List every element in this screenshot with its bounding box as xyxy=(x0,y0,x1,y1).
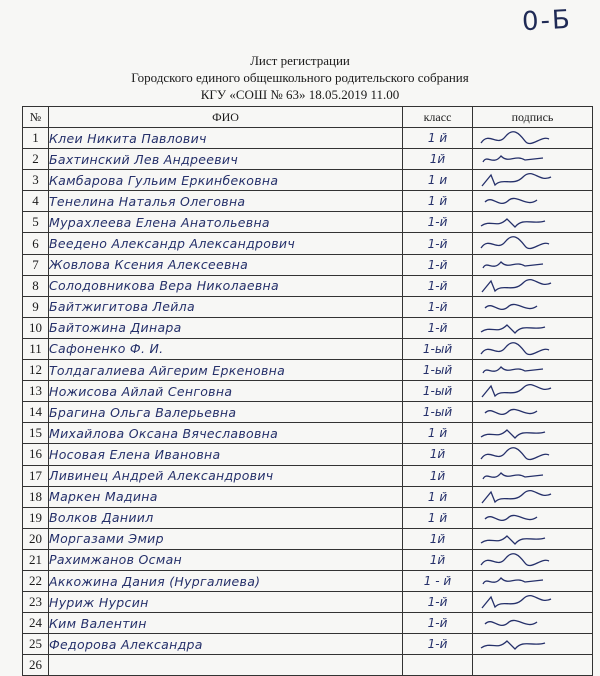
class-cell: 1-й xyxy=(403,254,473,275)
table-row xyxy=(23,254,593,275)
signature-mark xyxy=(479,213,569,231)
signature-mark xyxy=(479,635,569,653)
class-cell: 1-ый xyxy=(403,402,473,423)
row-number: 15 xyxy=(23,423,49,444)
row-number: 2 xyxy=(23,149,49,170)
signature-cell xyxy=(473,549,593,570)
parent-name: Сафоненко Ф. И. xyxy=(49,338,403,359)
parent-name: Михайлова Оксана Вячеславовна xyxy=(49,423,403,444)
parent-name: Бахтинский Лев Андреевич xyxy=(49,149,403,170)
signature-mark xyxy=(479,424,569,442)
parent-name xyxy=(49,655,403,676)
signature-mark xyxy=(479,403,569,421)
class-cell: 1 и xyxy=(403,170,473,191)
parent-name: Солодовникова Вера Николаевна xyxy=(49,275,403,296)
class-cell: 1 й xyxy=(403,507,473,528)
signature-mark xyxy=(479,614,569,632)
row-number: 22 xyxy=(23,570,49,591)
class-cell: 1-й xyxy=(403,317,473,338)
signature-cell xyxy=(473,570,593,591)
row-number: 1 xyxy=(23,128,49,149)
table-row xyxy=(23,423,593,444)
signature-mark xyxy=(479,319,569,337)
signature-mark xyxy=(479,445,569,463)
signature-mark xyxy=(479,382,569,400)
table-row xyxy=(23,486,593,507)
parent-name: Аккожина Дания (Нургалиева) xyxy=(49,570,403,591)
signature-cell xyxy=(473,634,593,655)
row-number: 10 xyxy=(23,317,49,338)
parent-name: Мурахлеева Елена Анатольевна xyxy=(49,212,403,233)
class-cell xyxy=(403,655,473,676)
signature-mark xyxy=(479,256,569,274)
table-row xyxy=(23,507,593,528)
parent-name: Рахимжанов Осман xyxy=(49,549,403,570)
table-row xyxy=(23,296,593,317)
table-row xyxy=(23,592,593,613)
col-header-class: класс xyxy=(403,107,473,128)
parent-name: Жовлова Ксения Алексеевна xyxy=(49,254,403,275)
table-row xyxy=(23,128,593,149)
parent-name: Нуриж Нурсин xyxy=(49,592,403,613)
signature-mark xyxy=(479,572,569,590)
parent-name: Клеи Никита Павлович xyxy=(49,128,403,149)
signature-mark xyxy=(479,340,569,358)
signature-cell xyxy=(473,296,593,317)
parent-name: Моргазами Эмир xyxy=(49,528,403,549)
col-header-name: ФИО xyxy=(49,107,403,128)
row-number: 3 xyxy=(23,170,49,191)
signature-cell xyxy=(473,528,593,549)
row-number: 9 xyxy=(23,296,49,317)
parent-name: Байтжигитова Лейла xyxy=(49,296,403,317)
signature-cell xyxy=(473,317,593,338)
row-number: 4 xyxy=(23,191,49,212)
row-number: 23 xyxy=(23,592,49,613)
signature-cell xyxy=(473,212,593,233)
class-cell: 1й xyxy=(403,549,473,570)
signature-cell xyxy=(473,381,593,402)
signature-cell xyxy=(473,655,593,676)
table-row xyxy=(23,212,593,233)
table-row xyxy=(23,275,593,296)
signature-cell xyxy=(473,191,593,212)
table-row xyxy=(23,317,593,338)
row-number: 5 xyxy=(23,212,49,233)
class-cell: 1-й xyxy=(403,634,473,655)
row-number: 16 xyxy=(23,444,49,465)
table-row xyxy=(23,233,593,254)
row-number: 17 xyxy=(23,465,49,486)
signature-cell xyxy=(473,465,593,486)
table-row xyxy=(23,381,593,402)
row-number: 26 xyxy=(23,655,49,676)
signature-cell xyxy=(473,613,593,634)
class-cell: 1й xyxy=(403,528,473,549)
signature-cell xyxy=(473,338,593,359)
table-row xyxy=(23,444,593,465)
class-cell: 1 й xyxy=(403,423,473,444)
signature-mark xyxy=(479,488,569,506)
row-number: 19 xyxy=(23,507,49,528)
row-number: 21 xyxy=(23,549,49,570)
row-number: 13 xyxy=(23,381,49,402)
table-row xyxy=(23,360,593,381)
table-row xyxy=(23,613,593,634)
header-school-date: КГУ «СОШ № 63» 18.05.2019 11.00 xyxy=(200,87,400,102)
signature-mark xyxy=(479,530,569,548)
signature-cell xyxy=(473,486,593,507)
registration-table xyxy=(22,106,593,676)
signature-cell xyxy=(473,444,593,465)
class-cell: 1 й xyxy=(403,128,473,149)
parent-name: Брагина Ольга Валерьевна xyxy=(49,402,403,423)
col-header-num: № xyxy=(23,107,49,128)
parent-name: Волков Даниил xyxy=(49,507,403,528)
class-cell: 1 й xyxy=(403,191,473,212)
signature-mark xyxy=(479,150,569,168)
class-cell: 1-й xyxy=(403,296,473,317)
class-cell: 1-ый xyxy=(403,381,473,402)
table-row xyxy=(23,634,593,655)
signature-mark xyxy=(479,593,569,611)
table-row xyxy=(23,465,593,486)
class-cell: 1й xyxy=(403,465,473,486)
parent-name: Толдагалиева Айгерим Еркеновна xyxy=(49,360,403,381)
parent-name: Ким Валентин xyxy=(49,613,403,634)
header-subtitle: Городского единого общешкольного родительского собрания xyxy=(131,70,469,85)
corner-mark: 0-Б xyxy=(521,4,573,38)
table-row xyxy=(23,402,593,423)
signature-mark xyxy=(479,171,569,189)
table-row xyxy=(23,528,593,549)
row-number: 11 xyxy=(23,338,49,359)
table-row xyxy=(23,338,593,359)
parent-name: Носовая Елена Ивановна xyxy=(49,444,403,465)
signature-cell xyxy=(473,423,593,444)
class-cell: 1 - й xyxy=(403,570,473,591)
parent-name: Байтожина Динара xyxy=(49,317,403,338)
row-number: 8 xyxy=(23,275,49,296)
class-cell: 1-й xyxy=(403,275,473,296)
class-cell: 1-й xyxy=(403,613,473,634)
row-number: 24 xyxy=(23,613,49,634)
class-cell: 1-й xyxy=(403,592,473,613)
parent-name: Федорова Александра xyxy=(49,634,403,655)
parent-name: Веедено Александр Александрович xyxy=(49,233,403,254)
parent-name: Ножисова Айлай Сенговна xyxy=(49,381,403,402)
signature-cell xyxy=(473,170,593,191)
signature-cell xyxy=(473,592,593,613)
col-header-sign: подпись xyxy=(473,107,593,128)
row-number: 18 xyxy=(23,486,49,507)
table-body xyxy=(23,128,593,676)
signature-cell xyxy=(473,507,593,528)
signature-cell xyxy=(473,233,593,254)
signature-mark xyxy=(479,298,569,316)
class-cell: 1-ый xyxy=(403,338,473,359)
signature-cell xyxy=(473,360,593,381)
signature-mark xyxy=(479,509,569,527)
table-header-row xyxy=(23,107,593,128)
row-number: 12 xyxy=(23,360,49,381)
signature-mark xyxy=(479,551,569,569)
parent-name: Тенелина Наталья Олеговна xyxy=(49,191,403,212)
table-row xyxy=(23,549,593,570)
table-row xyxy=(23,191,593,212)
signature-cell xyxy=(473,254,593,275)
row-number: 14 xyxy=(23,402,49,423)
document-header xyxy=(0,52,600,103)
signature-mark xyxy=(479,234,569,252)
signature-mark xyxy=(479,467,569,485)
signature-cell xyxy=(473,402,593,423)
row-number: 7 xyxy=(23,254,49,275)
table-row xyxy=(23,170,593,191)
class-cell: 1 й xyxy=(403,486,473,507)
signature-cell xyxy=(473,275,593,296)
row-number: 6 xyxy=(23,233,49,254)
row-number: 20 xyxy=(23,528,49,549)
class-cell: 1-ый xyxy=(403,360,473,381)
parent-name: Камбарова Гульим Еркинбековна xyxy=(49,170,403,191)
signature-mark xyxy=(479,361,569,379)
signature-mark xyxy=(479,192,569,210)
class-cell: 1й xyxy=(403,444,473,465)
class-cell: 1-й xyxy=(403,233,473,254)
class-cell: 1-й xyxy=(403,212,473,233)
header-title: Лист регистрации xyxy=(250,53,350,68)
table-row xyxy=(23,570,593,591)
table-row xyxy=(23,149,593,170)
signature-mark xyxy=(479,129,569,147)
signature-cell xyxy=(473,149,593,170)
parent-name: Ливинец Андрей Александрович xyxy=(49,465,403,486)
parent-name: Маркен Мадина xyxy=(49,486,403,507)
signature-mark xyxy=(479,277,569,295)
table-row xyxy=(23,655,593,676)
class-cell: 1й xyxy=(403,149,473,170)
row-number: 25 xyxy=(23,634,49,655)
signature-cell xyxy=(473,128,593,149)
